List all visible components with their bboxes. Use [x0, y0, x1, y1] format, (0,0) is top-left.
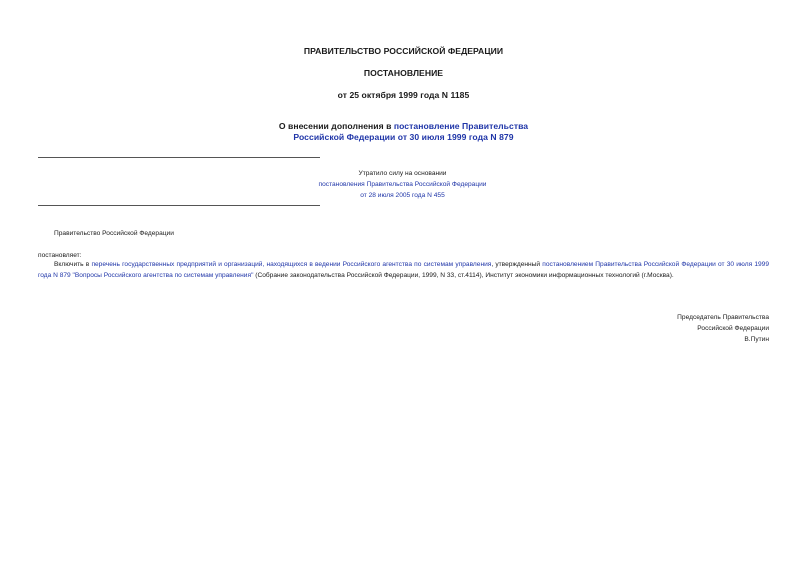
document-date-number: от 25 октября 1999 года N 1185: [337, 90, 470, 100]
signature-block: [569, 312, 769, 345]
government-heading: ПРАВИТЕЛЬСТВО РОССИЙСКОЙ ФЕДЕРАЦИИ: [303, 46, 504, 56]
repeal-notice-link[interactable]: постановления Правительства Российской Федерации: [318, 181, 487, 188]
repeal-notice: [290, 168, 515, 201]
paragraph-text-start: Включить в: [54, 261, 92, 268]
signature-position: Председатель Правительства: [677, 314, 769, 321]
resolves-text: постановляет:: [38, 252, 82, 259]
title-plain-text: О внесении дополнения в: [278, 121, 394, 131]
document-title: [0, 121, 807, 143]
title-link-resolution[interactable]: постановление Правительства: [393, 121, 529, 131]
resolution-paragraph: [38, 259, 769, 281]
repeal-notice-date-link[interactable]: от 28 июля 2005 года N 455: [360, 192, 445, 199]
paragraph-text-end: (Собрание законодательства Российской Федерации, 1999, N 33, ст.4114), Институт экономики информационных технологий (г.Москва).: [253, 272, 674, 279]
signature-organization: Российской Федерации: [697, 325, 769, 332]
issuer-text: Правительство Российской Федерации: [54, 230, 174, 237]
document-type: ПОСТАНОВЛЕНИЕ: [363, 68, 444, 78]
bottom-divider: [38, 205, 320, 206]
paragraph-link-resolution[interactable]: постановлением Правительства Российской Федерации от 30 июля 1999 года N 879 "Вопросы Российского агентства по системам управления": [38, 261, 769, 279]
signature-name: В.Путин: [744, 336, 769, 343]
paragraph-link-list[interactable]: перечень государственных предприятий и организаций, находящихся в ведении Российского агентства по системам управления: [91, 261, 492, 268]
paragraph-text-mid: , утвержденный: [491, 261, 543, 268]
repeal-notice-line: Утратило силу на основании: [358, 170, 447, 177]
title-link-resolution-date[interactable]: Российской Федерации от 30 июля 1999 года N 879: [293, 132, 514, 142]
top-divider: [38, 157, 320, 158]
